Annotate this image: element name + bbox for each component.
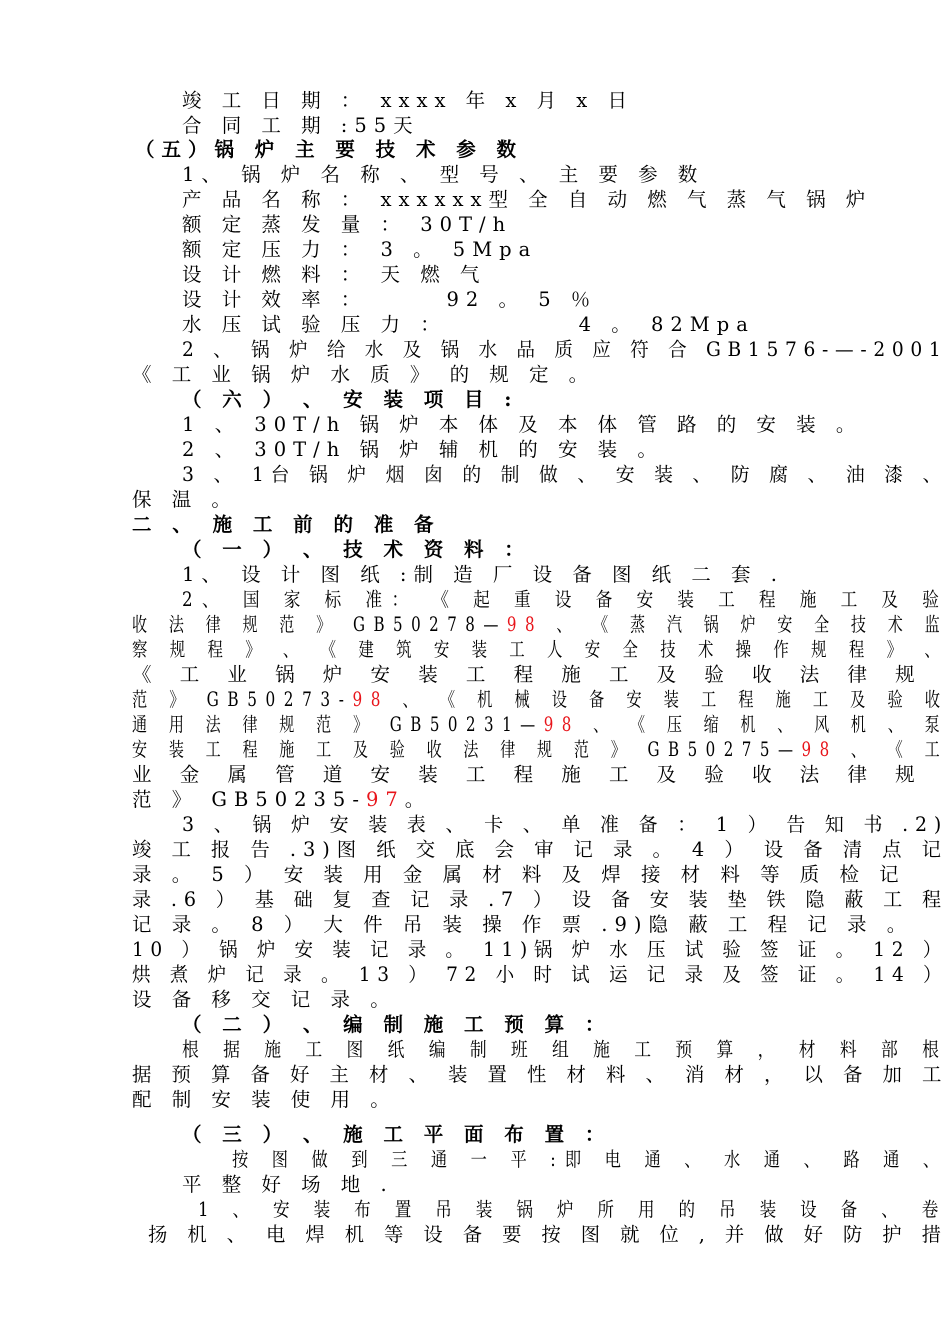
text-segment: 通 用 法 律 规 范 》 GB50231— — [132, 713, 544, 736]
paragraph-line: 平 整 好 场 地 . — [182, 1173, 394, 1196]
text-segment: 范 》 GB50273- — [132, 688, 353, 711]
paragraph-line: 业 金 属 管 道 安 装 工 程 施 工 及 验 收 法 律 规 — [132, 763, 926, 786]
paragraph-line: 录 。 5 ） 安 装 用 金 属 材 料 及 焊 接 材 料 等 质 检 记 — [132, 863, 906, 886]
paragraph-line: 根 据 施 工 图 纸 编 制 班 组 施 工 预 算 ， 材 料 部 根 — [182, 1038, 949, 1061]
text-segment: 、 《 工 — [837, 738, 949, 761]
paragraph-line: 产 品 名 称 ： xxxxxx型 全 自 动 燃 气 蒸 气 锅 炉 — [182, 188, 873, 211]
paragraph-line: 按 图 做 到 三 通 一 平 :即 电 通 、 水 通 、 路 通 、 — [232, 1148, 949, 1171]
section-heading-2: 二 、 施 工 前 的 准 备 — [132, 513, 441, 536]
paragraph-line: 察 规 程 》 、 《 建 筑 安 装 工 人 安 全 技 术 操 作 规 程 》 、 — [132, 638, 949, 661]
paragraph-line: 3 、 1台 锅 炉 烟 囱 的 制 做 、 安 装 、 防 腐 、 油 漆 、 — [182, 463, 949, 486]
paragraph-line — [132, 787, 431, 812]
paragraph-line: 记 录 。 8 ） 大 件 吊 装 操 作 票 .9)隐 蔽 工 程 记 录 。 — [132, 913, 914, 936]
paragraph-line: 据 预 算 备 好 主 材 、 装 置 性 材 料 、 消 材 ， 以 备 加 工 — [132, 1063, 949, 1086]
section-heading-6: （ 六 ） 、 安 装 项 目 : — [182, 388, 519, 411]
paragraph-line: 1、 设 计 图 纸 :制 造 厂 设 备 图 纸 二 套 . — [182, 563, 784, 586]
paragraph-line: 烘 煮 炉 记 录 。 13 ） 72 小 时 试 运 记 录 及 签 证 。 14 ） — [132, 963, 949, 986]
paragraph-line: 《 工 业 锅 炉 水 质 》 的 规 定 。 — [132, 363, 596, 386]
paragraph-line — [132, 687, 949, 712]
highlighted-year: 98 — [506, 613, 544, 636]
paragraph-line: 2、 国 家 标 准： 《 起 重 设 备 安 装 工 程 施 工 及 验 — [182, 588, 949, 611]
paragraph-line: 录 .6 ） 基 础 复 查 记 录 .7 ） 设 备 安 装 垫 铁 隐 蔽 工 程 — [132, 888, 949, 911]
subsection-heading-1: （ 一 ） 、 技 术 资 料 ： — [182, 538, 531, 561]
paragraph-line: 水 压 试 验 压 力 ： 4 。 82Mpa — [182, 313, 755, 336]
paragraph-line: 10 ） 锅 炉 安 装 记 录 。 11)锅 炉 水 压 试 验 签 证 。 12 ） — [132, 938, 948, 961]
paragraph-line: 3 、 锅 炉 安 装 表 、 卡 、 单 准 备 ： 1 ） 告 知 书 .2) — [182, 813, 949, 836]
text-segment: 、 《 压 缩 机 、 风 机 、 泵 — [579, 713, 949, 736]
highlighted-year: 98 — [543, 713, 580, 736]
highlighted-year: 97 — [365, 788, 405, 811]
paragraph-line: 设 计 燃 料 ： 天 燃 气 — [182, 263, 487, 286]
paragraph-line: 1 、 30T/h 锅 炉 本 体 及 本 体 管 路 的 安 装 。 — [182, 413, 863, 436]
paragraph-line: 1 、 安 装 布 置 吊 装 锅 炉 所 用 的 吊 装 设 备 、 卷 — [198, 1198, 948, 1221]
paragraph-line: 2 、 30T/h 锅 炉 辅 机 的 安 装 。 — [182, 438, 664, 461]
highlighted-year: 98 — [352, 688, 390, 711]
subsection-heading-2: （ 二 ） 、 编 制 施 工 预 算 ： — [182, 1013, 612, 1036]
completion-date-line: 竣 工 日 期 ： xxxx 年 x 月 x 日 — [182, 89, 634, 112]
contract-period-line: 合 同 工 期 :55天 — [182, 114, 420, 137]
paragraph-line: 额 定 压 力 ： 3 。 5Mpa — [182, 238, 538, 261]
text-segment: 范 》 GB50235- — [132, 788, 366, 811]
paragraph-line: 2 、 锅 炉 给 水 及 锅 水 品 质 应 符 合 GB1576-—-2001 — [182, 338, 948, 361]
text-segment: 、 《 机 械 设 备 安 装 工 程 施 工 及 验 收 — [389, 688, 949, 711]
paragraph-line: 配 制 安 装 使 用 。 — [132, 1088, 397, 1111]
paragraph-line: 保 温 。 — [132, 488, 238, 511]
paragraph-line: 设 计 效 率 ： 92 。 5 ％ — [182, 288, 598, 311]
text-segment: 收 法 律 规 范 》 GB50278— — [132, 613, 507, 636]
paragraph-line: 扬 机 、 电 焊 机 等 设 备 要 按 图 就 位 , 并 做 好 防 护 措 — [148, 1223, 948, 1246]
subsection-heading-3: （ 三 ） 、 施 工 平 面 布 置 ： — [182, 1123, 612, 1146]
paragraph-line: 1、 锅 炉 名 称 、 型 号 、 主 要 参 数 — [182, 163, 705, 186]
paragraph-line: 《 工 业 锅 炉 安 装 工 程 施 工 及 验 收 法 律 规 — [132, 663, 926, 686]
text-segment: 、 《 蒸 汽 锅 炉 安 全 技 术 监 — [543, 613, 949, 636]
highlighted-year: 98 — [801, 738, 838, 761]
paragraph-line: 设 备 移 交 记 录 。 — [132, 988, 397, 1011]
paragraph-line — [132, 737, 948, 762]
paragraph-line: 额 定 蒸 发 量 ： 30T/h — [182, 213, 513, 236]
paragraph-line — [132, 612, 948, 637]
text-segment: 安 装 工 程 施 工 及 验 收 法 律 规 范 》 GB50275— — [132, 738, 802, 761]
section-heading-5: （五）锅 炉 主 要 技 术 参 数 — [135, 138, 524, 161]
paragraph-line — [132, 712, 948, 737]
text-segment: 。 — [404, 788, 432, 811]
paragraph-line: 竣 工 报 告 .3)图 纸 交 底 会 审 记 录 。 4 ） 设 备 清 点 记 — [132, 838, 948, 861]
